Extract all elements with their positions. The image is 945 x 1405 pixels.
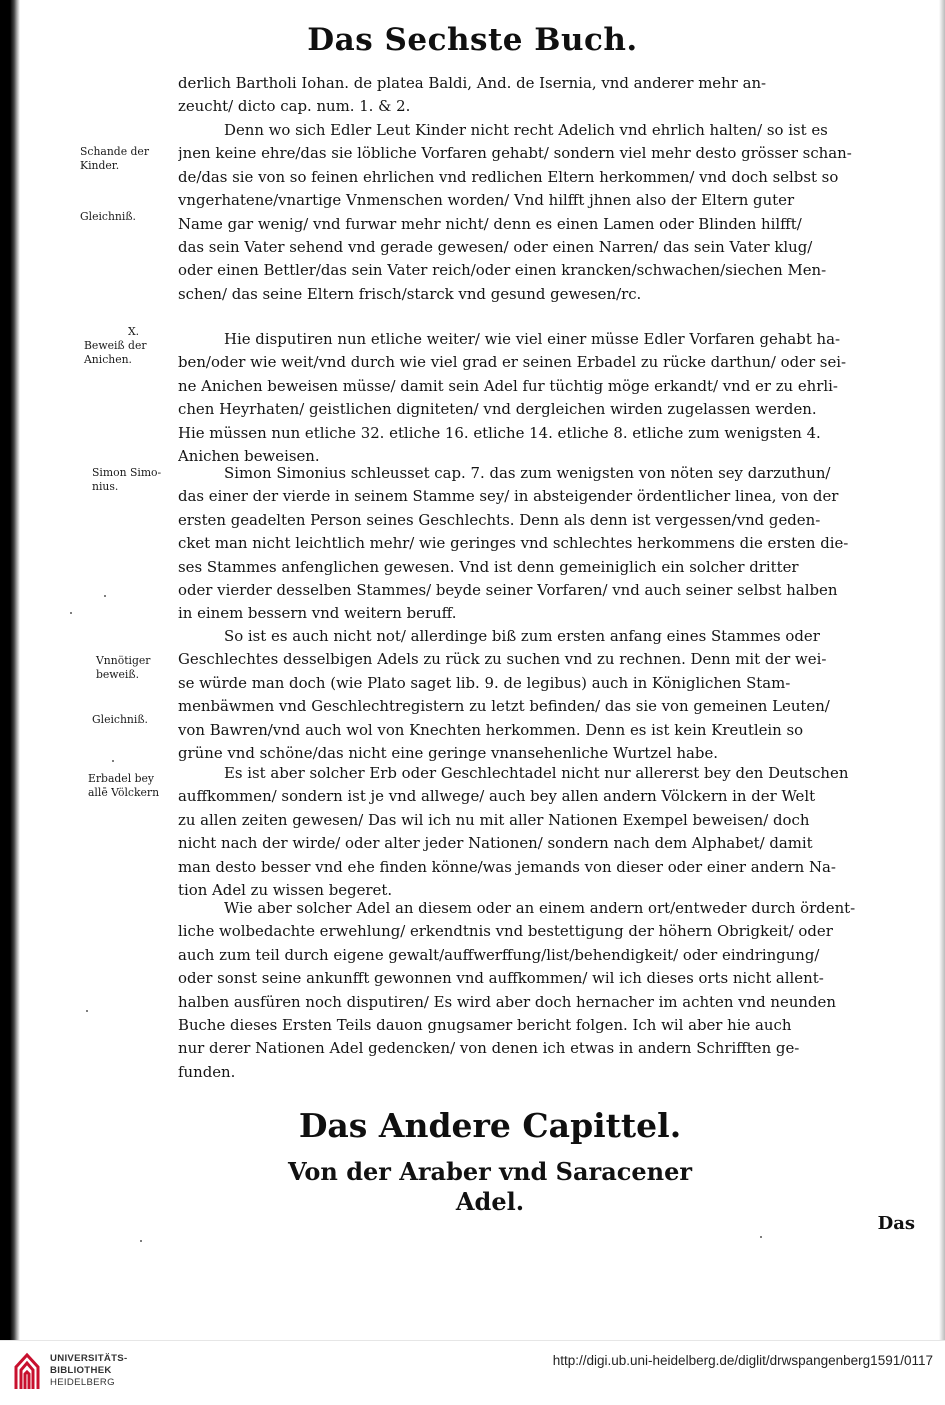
text-line: ben/oder wie weit/vnd durch wie viel grad er seinen Erbadel zu rücke darthun/ oder sei- (178, 353, 847, 372)
text-line: auch zum teil durch eigene gewalt/auffwerffung/list/behendigkeit/ oder eindringung/ (178, 945, 820, 964)
marginal-line: nius. (92, 480, 119, 493)
text-line: jnen keine ehre/das sie löbliche Vorfaren gehabt/ sondern viel mehr desto grösser schan- (178, 144, 852, 163)
paragraph-2 (178, 119, 882, 306)
marginal-line: Beweiß der (84, 339, 147, 352)
chapter-title: Das Andere Capittel. (298, 1106, 682, 1145)
text-line: funden. (178, 1062, 236, 1081)
paragraph-7 (178, 897, 882, 1084)
text-line: tion Adel zu wissen begeret. (178, 880, 393, 899)
text-line: von Bawren/vnd auch wol von Knechten herkommen. Denn es ist kein Kreutlein so (178, 720, 804, 739)
text-line: Buche dieses Ersten Teils dauon gnugsamer bericht folgen. Ich wil aber hie auch (178, 1015, 792, 1034)
marginal-line: Simon Simo- (92, 466, 162, 479)
heidelberg-library-logo-icon[interactable] (12, 1349, 42, 1395)
text-line: in einem bessern vnd weitern beruff. (178, 604, 457, 623)
paragraph-1 (178, 72, 882, 119)
library-name[interactable] (50, 1353, 127, 1389)
text-line: Simon Simonius schleusset cap. 7. das zum wenigsten von nöten sey darzuthun/ (224, 464, 831, 482)
text-line: nicht nach der wirde/ oder alter jeder Nationen/ sondern nach dem Alphabet/ damit (178, 834, 813, 853)
text-line: grüne vnd schöne/das nicht eine geringe vnansehenliche Wurtzel habe. (178, 743, 718, 762)
text-line: das einer der vierde in seinem Stamme sey/ in absteigender ördentlicher linea, von der (178, 487, 839, 506)
text-line: oder vierder desselben Stammes/ beyde seiner Vorfaren/ vnd auch seiner selbst halben (178, 580, 838, 599)
text-line: oder einen Bettler/das sein Vater reich/oder einen krancken/schwachen/siechen Men- (178, 261, 827, 280)
text-line: Hie disputiren nun etliche weiter/ wie viel einer müsse Edler Vorfaren gehabt ha- (224, 330, 841, 348)
marginal-line: Anichen. (84, 353, 132, 366)
library-name-line: HEIDELBERG (50, 1377, 115, 1388)
text-line: cket man nicht leichtlich mehr/ wie geringes vnd schlechtes herkommens die ersten die- (178, 534, 849, 553)
marginal-note-beweis (84, 325, 184, 367)
marginal-line: X. (128, 325, 140, 338)
marginal-note-gleichnis-2 (92, 713, 192, 727)
text-line: auffkommen/ sondern ist je vnd allwege/ auch bey allen andern Völckern in der Welt (178, 787, 816, 806)
marginal-note-schande (80, 145, 180, 173)
paper-speck (112, 760, 114, 762)
catchword: Das (877, 1213, 915, 1234)
text-line: ersten geadelten Person seines Geschlechts. Denn als denn ist vergessen/vnd geden- (178, 510, 821, 529)
marginal-line: Gleichniß. (80, 210, 136, 223)
text-line: Anichen beweisen. (178, 446, 320, 465)
paper-speck (760, 1236, 762, 1238)
library-name-line: UNIVERSITÄTS- (50, 1353, 128, 1364)
text-line: ses Stammes anfenglichen gewesen. Vnd ist denn gemeiniglich ein solcher dritter (178, 557, 799, 576)
text-line: Hie müssen nun etliche 32. etliche 16. etliche 14. etliche 8. etliche zum wenigsten 4. (178, 423, 821, 442)
text-line: liche wolbedachte erwehlung/ erkendtnis vnd bestettigung der höhern Obrigkeit/ oder (178, 922, 833, 941)
paper-speck (104, 595, 106, 597)
text-line: de/das sie von so feinen ehrlichen vnd redlichen Eltern herkommen/ vnd doch selbst so (178, 167, 839, 186)
text-line: man desto besser vnd ehe finden könne/was jemands von dieser oder einer andern Na- (178, 857, 836, 876)
paragraph-3 (178, 328, 882, 468)
text-line: So ist es auch nicht not/ allerdinge biß zum ersten anfang eines Stammes oder (224, 627, 820, 645)
paragraph-4 (178, 462, 882, 626)
text-line: chen Heyrhaten/ geistlichen digniteten/ vnd dergleichen wirden zugelassen werden. (178, 400, 817, 419)
marginal-line: allē Völckern (88, 786, 160, 799)
marginal-line: beweiß. (96, 668, 140, 681)
text-line: Wie aber solcher Adel an diesem oder an einem andern ort/entweder durch ördent- (224, 899, 856, 917)
book-running-header: Das Sechste Buch. (307, 22, 638, 58)
text-line: vngerhatene/vnartige Vnmenschen worden/ Vnd hilfft jhnen also der Eltern guter (178, 191, 795, 210)
text-line: ne Anichen beweisen müsse/ damit sein Adel fur tüchtig möge erkandt/ vnd er zu ehrli- (178, 376, 838, 395)
text-line: Denn wo sich Edler Leut Kinder nicht recht Adelich vnd ehrlich halten/ so ist es (224, 121, 828, 139)
text-line: Es ist aber solcher Erb oder Geschlechtadel nicht nur allererst bey den Deutschen (224, 764, 849, 782)
library-name-line: BIBLIOTHEK (50, 1365, 112, 1376)
source-url-link[interactable]: http://digi.ub.uni-heidelberg.de/diglit/drwspangenberg1591/0117 (552, 1353, 933, 1368)
chapter-subtitle-line: Adel. (455, 1187, 525, 1216)
marginal-line: Schande der (80, 145, 149, 158)
chapter-subtitle (240, 1157, 740, 1217)
text-line: se würde man doch (wie Plato saget lib. 9. de legibus) auch in Königlichen Stam- (178, 673, 791, 692)
text-line: nur derer Nationen Adel gedencken/ von denen ich etwas in andern Schrifften ge- (178, 1039, 800, 1058)
text-line: halben ausfüren noch disputiren/ Es wird aber doch hernacher im achten vnd neunden (178, 992, 836, 1011)
marginal-line: Vnnötiger (96, 654, 151, 667)
chapter-subtitle-line: Von der Araber vnd Saracener (287, 1157, 692, 1186)
paragraph-5 (178, 625, 882, 765)
marginal-note-unnoetiger (96, 654, 196, 682)
text-line: menbäwmen vnd Geschlechtregistern zu letzt befinden/ das sie von gemeinen Leuten/ (178, 697, 830, 716)
paper-speck (140, 1240, 142, 1242)
scan-left-edge (0, 0, 20, 1340)
paragraph-6 (178, 762, 882, 902)
paper-speck (70, 612, 72, 614)
text-line: Name gar wenig/ vnd furwar mehr nicht/ denn es einen Lamen oder Blinden hilfft/ (178, 214, 802, 233)
text-line: das sein Vater sehend vnd gerade gewesen/ oder einen Narren/ das sein Vater klug/ (178, 237, 813, 256)
viewer-footer (0, 1340, 945, 1405)
text-line: derlich Bartholi Iohan. de platea Baldi, And. de Isernia, vnd anderer mehr an- (178, 74, 767, 92)
marginal-line: Erbadel bey (88, 772, 154, 785)
paper-speck (86, 1010, 88, 1012)
text-line: zu allen zeiten gewesen/ Das wil ich nu mit aller Nationen Exempel beweisen/ doch (178, 810, 810, 829)
text-line: oder sonst seine ankunfft gewonnen vnd auffkommen/ wil ich dieses orts nicht allent- (178, 969, 824, 988)
text-line: schen/ das seine Eltern frisch/starck vnd gesund gewesen/rc. (178, 284, 642, 303)
text-line: Geschlechtes desselbigen Adels zu rück zu suchen vnd zu rechnen. Denn mit der wei- (178, 650, 827, 669)
marginal-line: Kinder. (80, 159, 120, 172)
scan-right-edge (939, 0, 945, 1340)
marginal-line: Gleichniß. (92, 713, 148, 726)
text-line: zeucht/ dicto cap. num. 1. & 2. (178, 97, 411, 116)
marginal-note-simon (92, 466, 192, 494)
marginal-note-gleichnis-1 (80, 210, 180, 224)
marginal-note-erbadel (88, 772, 188, 800)
